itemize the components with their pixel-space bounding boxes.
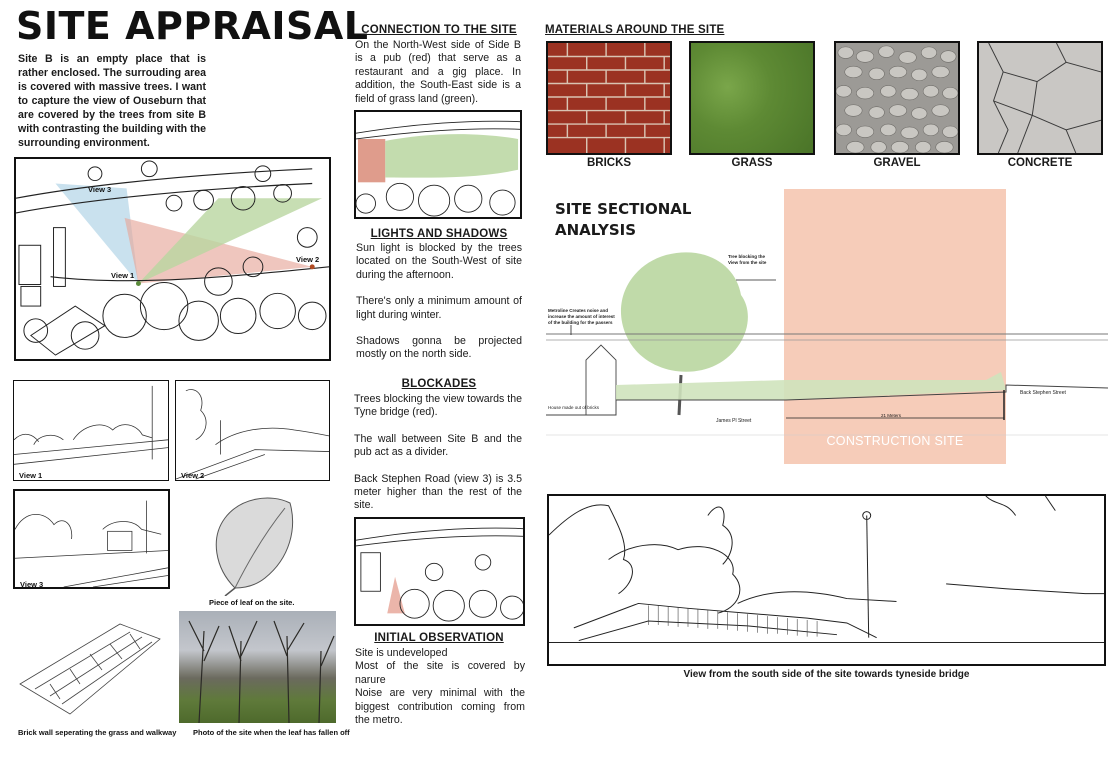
site-photo-trees <box>179 611 336 723</box>
materials-heading: MATERIALS AROUND THE SITE <box>545 24 725 36</box>
material-label-grass: GRASS <box>731 157 773 169</box>
tyneside-view-drawing <box>549 496 1104 664</box>
lights-paragraph: There's only a minimum amount of light during winter. <box>356 295 522 321</box>
blockades-paragraph: Back Stephen Road (view 3) is 3.5 meter higher than the rest of the site. <box>354 472 522 512</box>
lights-body <box>356 242 522 375</box>
connection-text: On the North-West side of Side B is a pub (red) that serve as a restaurant and a gig place. In addition, the South-East side is a field of grass land (green). <box>355 39 521 105</box>
leaf-icon <box>205 488 301 596</box>
street-back: Back Stephen Street <box>1020 390 1066 396</box>
blockades-paragraph: The wall between Site B and the pub act as a divider. <box>354 432 522 459</box>
lights-paragraph: Shadows gonna be projected mostly on the north side. <box>356 335 522 361</box>
intro-text: Site B is an empty place that is rather enclosed. The surrouding area is covered with massive trees. I want to capture the view of Ouseburn that are covered by the trees from site B with contrasting the building with the surrounding environment. <box>18 53 206 149</box>
initial-line: Noise are very minimal with the biggest contribution coming from the metro. <box>355 687 525 727</box>
section-heading-line2: ANALYSIS <box>555 221 637 239</box>
sketch-view1-label: View 1 <box>19 471 43 480</box>
brick-wall-sketch <box>10 604 170 724</box>
note-metro: Metroline Creates noise and increase the amount of interest of the building for the passers <box>548 308 615 325</box>
blockade-map <box>354 517 525 626</box>
site-map-drawing <box>16 159 329 359</box>
blockades-heading: BLOCKADES <box>401 378 477 390</box>
street-james: James Pl Street <box>716 418 752 424</box>
leaf-drawing <box>205 488 301 596</box>
sketch-view1-drawing <box>14 381 168 480</box>
section-heading <box>555 199 691 241</box>
dimension-label: 21 Meters <box>881 413 902 418</box>
sketch-view3 <box>13 489 170 589</box>
connection-map-drawing <box>356 112 520 217</box>
material-label-gravel: GRAVEL <box>873 157 921 169</box>
blockades-body <box>354 393 522 526</box>
brick-wall-caption: Brick wall seperating the grass and walkway <box>18 728 177 737</box>
initial-line: Site is undeveloped <box>355 647 448 659</box>
leaf-caption: Piece of leaf on the site. <box>209 598 295 607</box>
material-gravel <box>834 41 960 155</box>
initial-line: Most of the site is covered by narure <box>355 660 525 686</box>
gravel-texture <box>836 43 958 153</box>
map-label-view2: View 2 <box>296 255 320 264</box>
note-house: House made out of bricks <box>548 405 600 410</box>
lights-paragraph: Sun light is blocked by the trees located on the South-West of site during the afternoon. <box>356 242 522 281</box>
note-trees: Tree blocking the View from the site <box>728 254 767 265</box>
photo-caption: Photo of the site when the leaf has fallen off <box>193 728 350 737</box>
initial-body <box>355 647 525 727</box>
tyneside-view-caption: View from the south side of the site towards tyneside bridge <box>683 669 970 680</box>
page-title: SITE APPRAISAL <box>16 4 369 48</box>
bricks-texture <box>548 43 670 153</box>
blockade-map-drawing <box>356 519 523 624</box>
section-drawing-svg <box>546 240 1108 440</box>
material-label-concrete: CONCRETE <box>1007 157 1073 169</box>
material-grass <box>689 41 815 155</box>
sketch-view3-drawing <box>15 491 168 587</box>
sketch-view3-label: View 3 <box>20 580 44 589</box>
tyneside-view-sketch <box>547 494 1106 666</box>
initial-heading: INITIAL OBSERVATION <box>374 632 504 644</box>
brick-wall-drawing <box>10 604 170 724</box>
sketch-view2-drawing <box>176 381 329 480</box>
sketch-view2 <box>175 380 330 481</box>
map-label-view1: View 1 <box>111 271 135 280</box>
material-concrete <box>977 41 1103 155</box>
section-drawing <box>546 240 1108 440</box>
blockades-paragraph: Trees blocking the view towards the Tyne bridge (red). <box>354 393 523 419</box>
section-heading-line1: SITE SECTIONAL <box>555 200 692 218</box>
lights-heading: LIGHTS AND SHADOWS <box>370 228 508 240</box>
sketch-view2-label: View 2 <box>181 471 205 480</box>
construction-site-label: CONSTRUCTION SITE <box>826 434 964 448</box>
site-map <box>14 157 331 361</box>
map-label-view3: View 3 <box>88 185 112 194</box>
concrete-texture <box>979 43 1101 153</box>
connection-map <box>354 110 522 219</box>
connection-heading: CONNECTION TO THE SITE <box>361 24 517 36</box>
site-photo <box>179 611 336 723</box>
material-label-bricks: BRICKS <box>586 157 632 169</box>
material-bricks <box>546 41 672 155</box>
sketch-view1 <box>13 380 169 481</box>
